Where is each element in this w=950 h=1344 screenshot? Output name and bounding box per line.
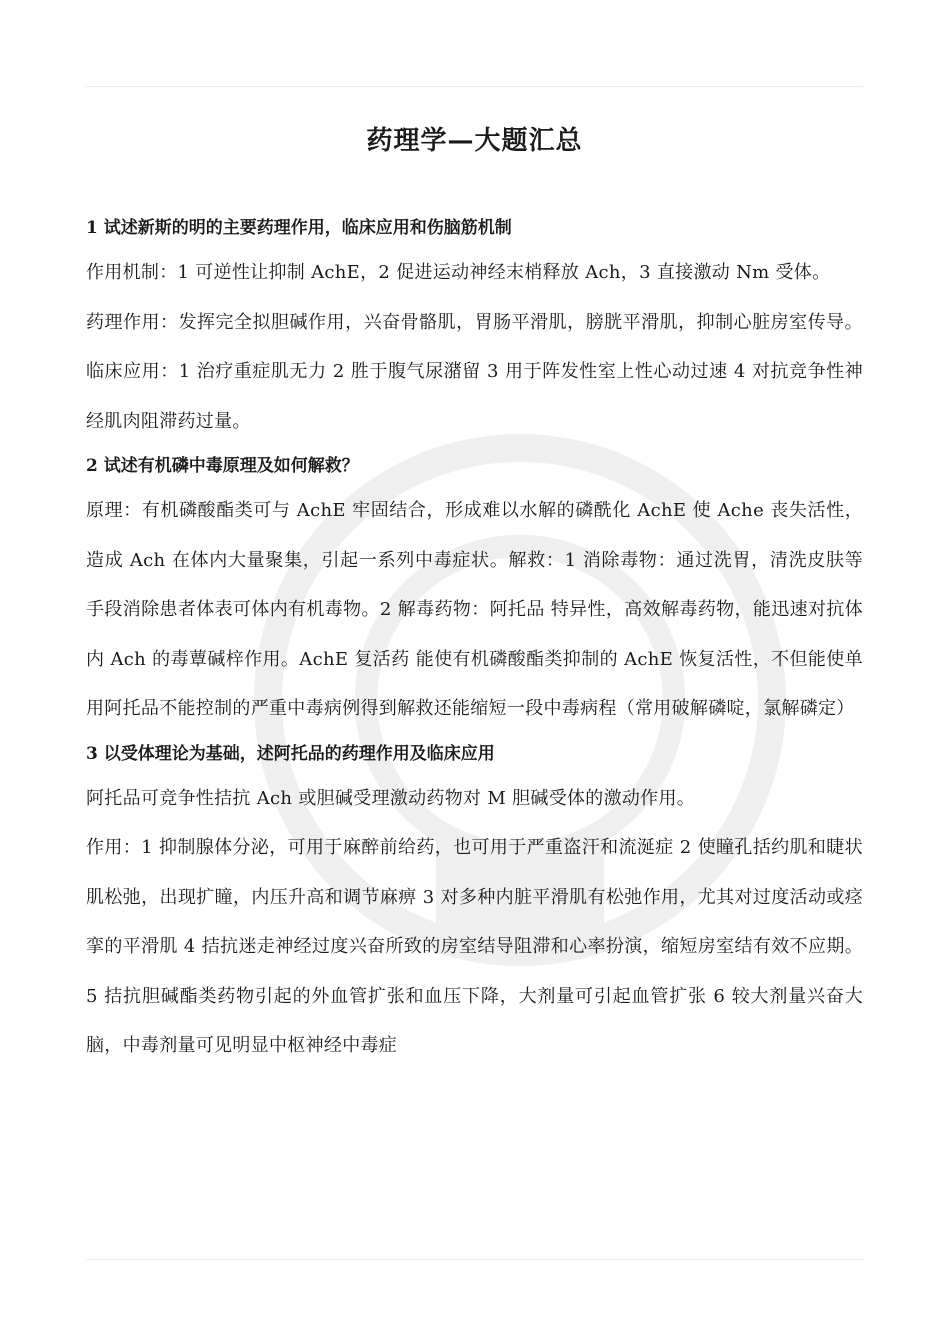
document-page (86, 118, 863, 1071)
answer-paragraph: 药理作用：发挥完全拟胆碱作用，兴奋骨骼肌，胃肠平滑肌，膀胱平滑肌，抑制心脏房室传导。临床应用：1 治疗重症肌无力 2 胜于腹气尿潴留 3 用于阵发性室上性心动过速 4 对抗竞争性神经肌肉阻滞药过量。 (86, 311, 863, 432)
question-heading-2: 2 试述有机磷中毒原理及如何解救？ (86, 456, 359, 476)
question-section-3 (86, 734, 863, 1071)
question-section-1 (86, 208, 863, 446)
question-section-2 (86, 446, 863, 734)
footer-rule (86, 1259, 863, 1260)
header-rule (86, 86, 863, 87)
answer-paragraph: 阿托品可竞争性拮抗 Ach 或胆碱受理激动药物对 M 胆碱受体的激动作用。 (86, 787, 696, 809)
question-heading-1: 1 试述新斯的明的主要药理作用，临床应用和伤脑筋机制 (86, 218, 512, 238)
answer-paragraph: 作用机制：1 可逆性让抑制 AchE，2 促进运动神经末梢释放 Ach，3 直接激动 Nm 受体。 (86, 262, 831, 283)
question-heading-3: 3 以受体理论为基础，述阿托品的药理作用及临床应用 (86, 743, 495, 764)
answer-paragraph: 原理：有机磷酸酯类可与 AchE 牢固结合，形成难以水解的磷酰化 AchE 使 Ache 丧失活性，造成 Ach 在体内大量聚集，引起一系列中毒症状。解救：1 消除毒物：通过洗胃，清洗皮肤等手段消除患者体表可体内有机毒物。2 解毒药物：阿托品 特异性，高效解毒药物，能迅速对抗体内 Ach 的毒蕈碱梓作用。AchE 复活药 能使有机磷酸酯类抑制的 AchE 恢复活性，不但能使单用阿托品不能控制的严重中毒病例得到解救还能缩短一段中毒病程（常用破解磷啶，氯解磷定） (86, 500, 863, 719)
document-title: 药理学—大题汇总 (366, 126, 583, 156)
answer-paragraph: 作用：1 抑制腺体分泌，可用于麻醉前给药，也可用于严重盗汗和流涎症 2 使瞳孔括约肌和睫状肌松弛，出现扩瞳，内压升高和调节麻痹 3 对多种内脏平滑肌有松弛作用，尤其对过度活动或痉挛的平滑肌 4 拮抗迷走神经过度兴奋所致的房室结导阻滞和心率扮演，缩短房室结有效不应期。5 拮抗胆碱酯类药物引起的外血管扩张和血压下降，大剂量可引起血管扩张 6 较大剂量兴奋大脑，中毒剂量可见明显中枢神经中毒症 (86, 837, 863, 1056)
